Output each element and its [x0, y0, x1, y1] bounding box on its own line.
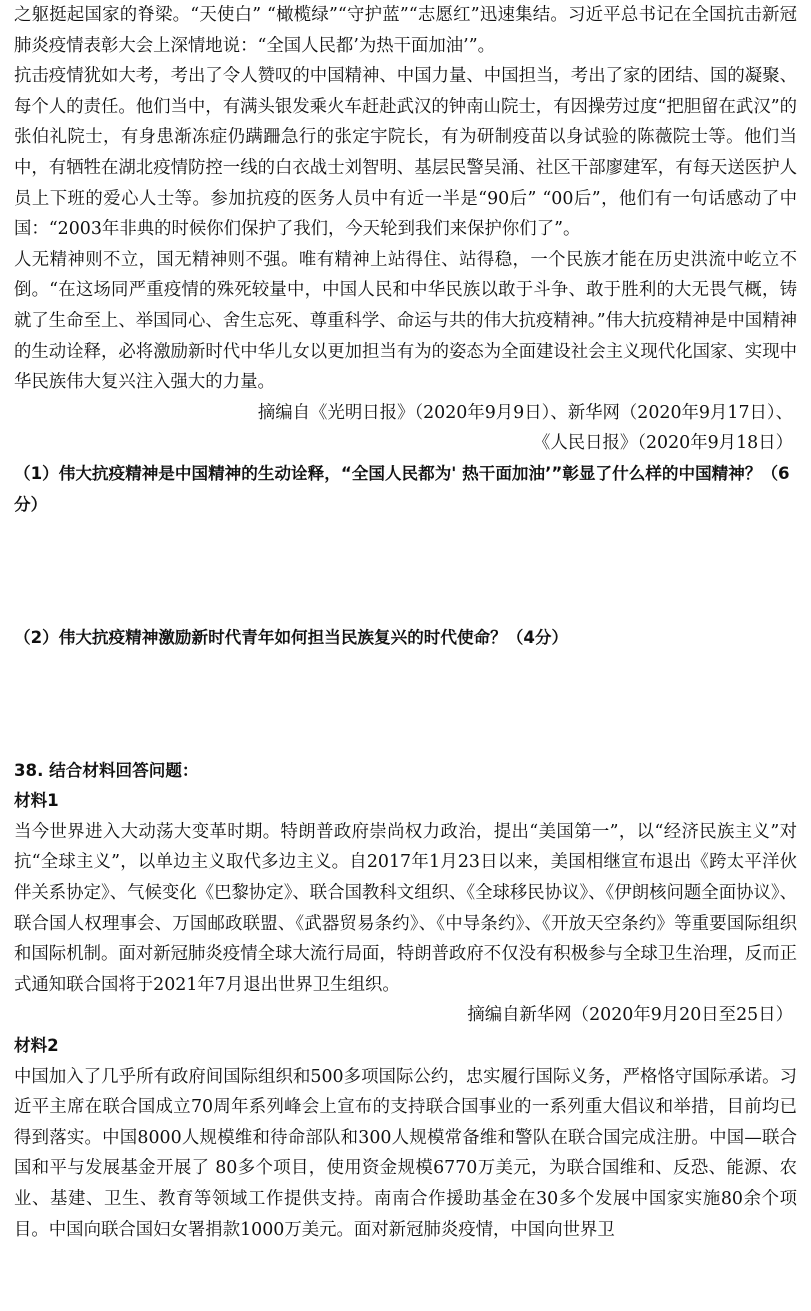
source-citation-1: 摘编自《光明日报》（2020年9月9日）、新华网（2020年9月17日）、	[257, 402, 793, 423]
material-continuation: 之躯挺起国家的脊梁。“天使白” “橄榄绿”“守护蓝”“志愿红”迅速集结。习近平总书记在全国抗击新冠肺炎疫情表彰大会上深情地说：“全国人民都’为热干面加油’”。	[14, 5, 797, 56]
question-38-heading: 38. 结合材料回答问题：	[14, 760, 199, 780]
question-1: （1）伟大抗疫精神是中国精神的生动诠释，“全国人民都为' 热干面加油’”彰显了什么样的中国精神？（6分）	[14, 463, 790, 514]
material-2-text: 中国加入了几乎所有政府间国际组织和500多项国际公约，忠实履行国际义务，严格恪守国际承诺。习近平主席在联合国成立70周年系列峰会上宣布的支持联合国事业的一系列重大倡议和举措，目前均已得到落实。中国8000人规模维和待命部队和300人规模常备维和警队在联合国完成注册。中国—联合国和平与发展基金开展了 80多个项目，使用资金规模6770万美元，为联合国维和、反恐、能源、农业、基建、卫生、教育等领域工作提供支持。南南合作援助基金在30多个发展中国家实施80余个项目。中国向联合国妇女署捐款1000万美元。面对新冠肺炎疫情，中国向世界卫	[14, 1066, 797, 1240]
source-citation-2: 《人民日报》（2020年9月18日）	[532, 433, 793, 454]
material-2-title: 材料2	[14, 1036, 59, 1056]
answer-space-2	[14, 654, 797, 756]
material-paragraph-3: 人无精神则不立，国无精神则不强。唯有精神上站得住、站得稳，一个民族才能在历史洪流中屹立不倒。“在这场同严重疫情的殊死较量中，中国人民和中华民族以敢于斗争、敢于胜利的大无畏气概，铸就了生命至上、举国同心、舍生忘死、尊重科学、命运与共的伟大抗疫精神。”伟大抗疫精神是中国精神的生动诠释，必将激励新时代中华儿女以更加担当有为的姿态为全面建设社会主义现代化国家、实现中华民族伟大复兴注入强大的力量。	[14, 249, 797, 393]
material-1-source: 摘编自新华网（2020年9月20日至25日）	[467, 1005, 793, 1026]
answer-space-1	[14, 520, 797, 623]
material-1-title: 材料1	[14, 791, 59, 811]
question-2: （2）伟大抗疫精神激励新时代青年如何担当民族复兴的时代使命？（4分）	[14, 628, 569, 648]
material-paragraph-2: 抗击疫情犹如大考，考出了令人赞叹的中国精神、中国力量、中国担当，考出了家的团结、国的凝聚、每个人的责任。他们当中，有满头银发乘火车赶赴武汉的钟南山院士，有因操劳过度“把胆留在武汉”的张伯礼院士，有身患渐冻症仍蹒跚急行的张定宇院长，有为研制疫苗以身试验的陈薇院士等。他们当中，有牺牲在湖北疫情防控一线的白衣战士刘智明、基层民警吴涌、社区干部廖建军，有每天送医护人员上下班的爱心人士等。参加抗疫的医务人员中有近一半是“90后” “00后”，他们有一句话感动了中国：“2003年非典的时候你们保护了我们，今天轮到我们来保护你们了”。	[14, 66, 797, 240]
material-1-text: 当今世界进入大动荡大变革时期。特朗普政府崇尚权力政治，提出“美国第一”，以“经济民族主义”对抗“全球主义”，以单边主义取代多边主义。自2017年1月23日以来，美国相继宣布退出《跨太平洋伙伴关系协定》、气候变化《巴黎协定》、联合国教科文组织、《全球移民协议》、《伊朗核问题全面协议》、联合国人权理事会、万国邮政联盟、《武器贸易条约》、《中导条约》、《开放天空条约》等重要国际组织和国际机制。面对新冠肺炎疫情全球大流行局面，特朗普政府不仅没有积极参与全球卫生治理，反而正式通知联合国将于2021年7月退出世界卫生组织。	[14, 821, 797, 995]
